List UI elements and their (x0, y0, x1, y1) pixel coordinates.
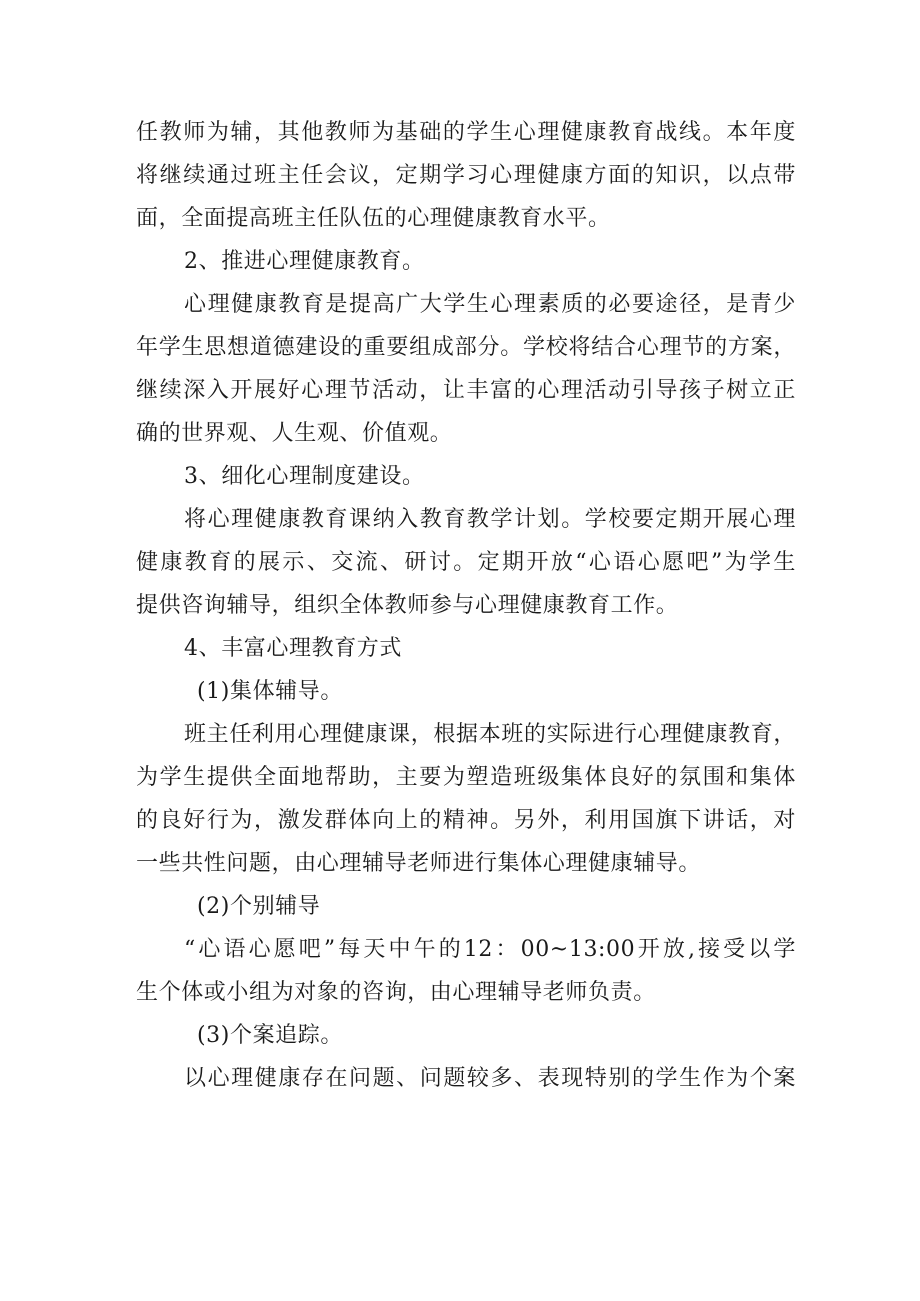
paragraph-line: 一些共性问题，由心理辅导老师进行集体心理健康辅导。 (136, 851, 702, 876)
paragraph-line: 班主任利用心理健康课，根据本班的实际进行心理健康教育， (184, 722, 796, 747)
section-heading-3: 3、细化心理制度建设。 (184, 464, 425, 489)
subsection-heading-3: (3)个案追踪。 (197, 1023, 343, 1048)
paragraph-line: 健康教育的展示、交流、研讨。定期开放“心语心愿吧”为学生 (136, 550, 796, 575)
paragraph-line: 面，全面提高班主任队伍的心理健康教育水平。 (136, 206, 611, 231)
subsection-heading-1: (1)集体辅导。 (197, 679, 343, 704)
section-heading-4: 4、丰富心理教育方式 (184, 636, 402, 661)
paragraph-line: 提供咨询辅导，组织全体教师参与心理健康教育工作。 (136, 593, 679, 618)
paragraph-line: 将心理健康教育课纳入教育教学计划。学校要定期开展心理 (184, 507, 796, 532)
paragraph-line: 年学生思想道德建设的重要组成部分。学校将结合心理节的方案， (136, 335, 796, 360)
paragraph-line: 生个体或小组为对象的咨询，由心理辅导老师负责。 (136, 980, 656, 1005)
paragraph-line: 的良好行为，激发群体向上的精神。另外，利用国旗下讲话，对 (136, 808, 796, 833)
paragraph-line: 确的世界观、人生观、价值观。 (136, 421, 453, 446)
section-heading-2: 2、推进心理健康教育。 (184, 249, 425, 274)
paragraph-line: 以心理健康存在问题、问题较多、表现特别的学生作为个案 (184, 1066, 796, 1091)
paragraph-line: 任教师为辅，其他教师为基础的学生心理健康教育战线。本年度 (136, 120, 796, 145)
paragraph-line: 继续深入开展好心理节活动，让丰富的心理活动引导孩子树立正 (136, 378, 796, 403)
subsection-heading-2: (2)个别辅导 (197, 894, 321, 919)
paragraph-line: 为学生提供全面地帮助，主要为塑造班级集体良好的氛围和集体 (136, 765, 796, 790)
paragraph-line: 将继续通过班主任会议，定期学习心理健康方面的知识，以点带 (136, 163, 796, 188)
paragraph-line: “心语心愿吧”每天中午的12：00~13:00开放,接受以学 (184, 937, 796, 962)
paragraph-line: 心理健康教育是提高广大学生心理素质的必要途径，是青少 (184, 292, 796, 317)
